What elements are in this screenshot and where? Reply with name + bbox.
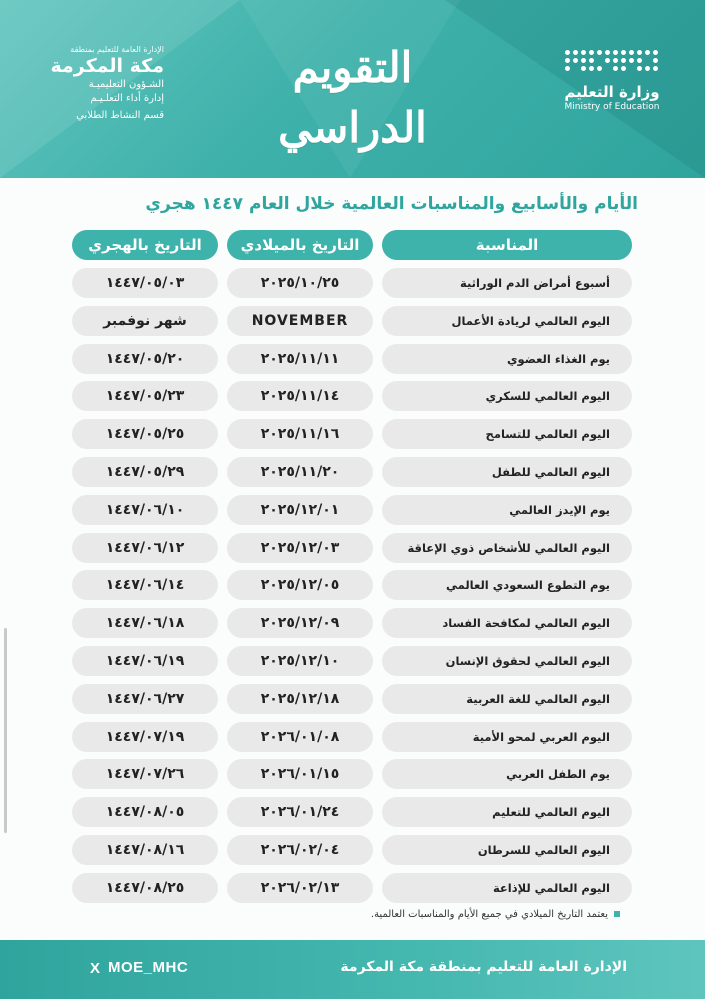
x-logo-icon[interactable]: X [90,960,101,977]
occasion-cell: اليوم العالمي لريادة الأعمال [382,306,632,336]
table-row [72,306,632,336]
footer-bar [0,940,705,999]
gregorian-date-cell: NOVEMBER [227,306,373,336]
region-name: مكة المكرمة [50,55,164,77]
occasion-cell: اليوم العالمي للأشخاص ذوي الإعاقة [382,533,632,563]
table-row [72,381,632,411]
header-gregorian: التاريخ بالميلادي [227,230,373,260]
occasions-table [72,230,632,911]
table-row [72,533,632,563]
table-row [72,684,632,714]
ministry-name-ar: وزارة التعليم [564,83,660,101]
hijri-date-cell: ١٤٤٧/٠٨/١٦ [72,835,218,865]
occasion-cell: اليوم العربي لمحو الأمية [382,722,632,752]
header-occasion: المناسبة [382,230,632,260]
gregorian-date-cell: ٢٠٢٥/١١/١١ [227,344,373,374]
table-row [72,797,632,827]
table-row [72,495,632,525]
hijri-date-cell: ١٤٤٧/٠٥/٢٩ [72,457,218,487]
hijri-date-cell: ١٤٤٧/٠٧/٢٦ [72,759,218,789]
occasion-cell: اليوم العالمي للسكري [382,381,632,411]
region-office-block [14,44,164,124]
hijri-date-cell: ١٤٤٧/٠٦/١٨ [72,608,218,638]
occasion-cell: يوم الإيدز العالمي [382,495,632,525]
hijri-date-cell: ١٤٤٧/٠٥/٠٣ [72,268,218,298]
hijri-date-cell: ١٤٤٧/٠٥/٢٣ [72,381,218,411]
gregorian-date-cell: ٢٠٢٦/٠٢/٠٤ [227,835,373,865]
calendar-title: التقويم الدراسي [278,43,427,152]
occasion-cell: يوم الطفل العربي [382,759,632,789]
calendar-title-block [240,38,465,178]
occasion-cell: اليوم العالمي للتعليم [382,797,632,827]
table-row [72,608,632,638]
gregorian-date-cell: ٢٠٢٥/١٢/١٨ [227,684,373,714]
occasion-cell: يوم التطوع السعودي العالمي [382,570,632,600]
occasion-cell: اليوم العالمي للسرطان [382,835,632,865]
hijri-date-cell: ١٤٤٧/٠٦/١٤ [72,570,218,600]
gregorian-date-cell: ٢٠٢٥/١٢/٠٥ [227,570,373,600]
table-row [72,873,632,903]
table-row [72,457,632,487]
hijri-date-cell: ١٤٤٧/٠٦/١٠ [72,495,218,525]
gregorian-date-cell: ٢٠٢٥/١٠/٢٥ [227,268,373,298]
hijri-date-cell: ١٤٤٧/٠٦/٢٧ [72,684,218,714]
occasion-cell: اليوم العالمي لحقوق الإنسان [382,646,632,676]
footer-org: الإدارة العامة للتعليم بمنطقة مكة المكرمة [340,959,627,975]
scrollbar[interactable] [4,628,7,833]
region-office-line5: قسم النشاط الطلابي [76,110,164,121]
hijri-date-cell: ١٤٤٧/٠٨/٢٥ [72,873,218,903]
gregorian-date-cell: ٢٠٢٦/٠١/٠٨ [227,722,373,752]
header-banner [0,0,705,178]
table-row [72,344,632,374]
table-row [72,646,632,676]
occasion-cell: اليوم العالمي للطفل [382,457,632,487]
gregorian-date-cell: ٢٠٢٥/١٢/٠١ [227,495,373,525]
hijri-date-cell: ١٤٤٧/٠٦/١٩ [72,646,218,676]
footnote-text: يعتمد التاريخ الميلادي في جميع الأيام والمناسبات العالمية. [370,909,608,920]
occasion-cell: اليوم العالمي للإذاعة [382,873,632,903]
gregorian-date-cell: ٢٠٢٦/٠٢/١٣ [227,873,373,903]
ministry-dots-icon [562,50,662,71]
gregorian-date-cell: ٢٠٢٥/١١/٢٠ [227,457,373,487]
social-handle[interactable]: MOE_MHC [108,959,189,976]
hijri-date-cell: ١٤٤٧/٠٨/٠٥ [72,797,218,827]
ministry-name-en: Ministry of Education [564,102,660,112]
hijri-date-cell: ١٤٤٧/٠٥/٢٥ [72,419,218,449]
occasion-cell: اليوم العالمي لمكافحة الفساد [382,608,632,638]
occasion-cell: اليوم العالمي للتسامح [382,419,632,449]
gregorian-date-cell: ٢٠٢٦/٠١/٢٤ [227,797,373,827]
region-office-line3: الشـؤون التعليميـة [88,79,164,90]
occasion-cell: اليوم العالمي للغة العربية [382,684,632,714]
occasion-cell: يوم الغذاء العضوي [382,344,632,374]
region-office-line1: الإدارة العامة للتعليم بمنطقة [70,45,164,54]
footnote [300,909,620,920]
hijri-date-cell: ١٤٤٧/٠٥/٢٠ [72,344,218,374]
occasion-cell: أسبوع أمراض الدم الوراثية [382,268,632,298]
hijri-date-cell: ١٤٤٧/٠٧/١٩ [72,722,218,752]
table-body [72,268,632,903]
table-row [72,722,632,752]
hijri-date-cell: ١٤٤٧/٠٦/١٢ [72,533,218,563]
region-office-line4: إدارة أداء التعلـيـم [90,93,164,104]
gregorian-date-cell: ٢٠٢٥/١٢/٠٩ [227,608,373,638]
page-subtitle: الأيام والأسابيع والمناسبات العالمية خلال العام ١٤٤٧ هجري [145,194,638,214]
table-row [72,419,632,449]
header-hijri: التاريخ بالهجري [72,230,218,260]
table-row [72,759,632,789]
bullet-icon [614,911,620,917]
table-row [72,268,632,298]
gregorian-date-cell: ٢٠٢٥/١٢/١٠ [227,646,373,676]
gregorian-date-cell: ٢٠٢٦/٠١/١٥ [227,759,373,789]
table-header-row [72,230,632,260]
gregorian-date-cell: ٢٠٢٥/١٢/٠٣ [227,533,373,563]
table-row [72,835,632,865]
hijri-date-cell: شهر نوفمبر [72,306,218,336]
gregorian-date-cell: ٢٠٢٥/١١/١٦ [227,419,373,449]
gregorian-date-cell: ٢٠٢٥/١١/١٤ [227,381,373,411]
table-row [72,570,632,600]
ministry-logo [537,50,687,112]
